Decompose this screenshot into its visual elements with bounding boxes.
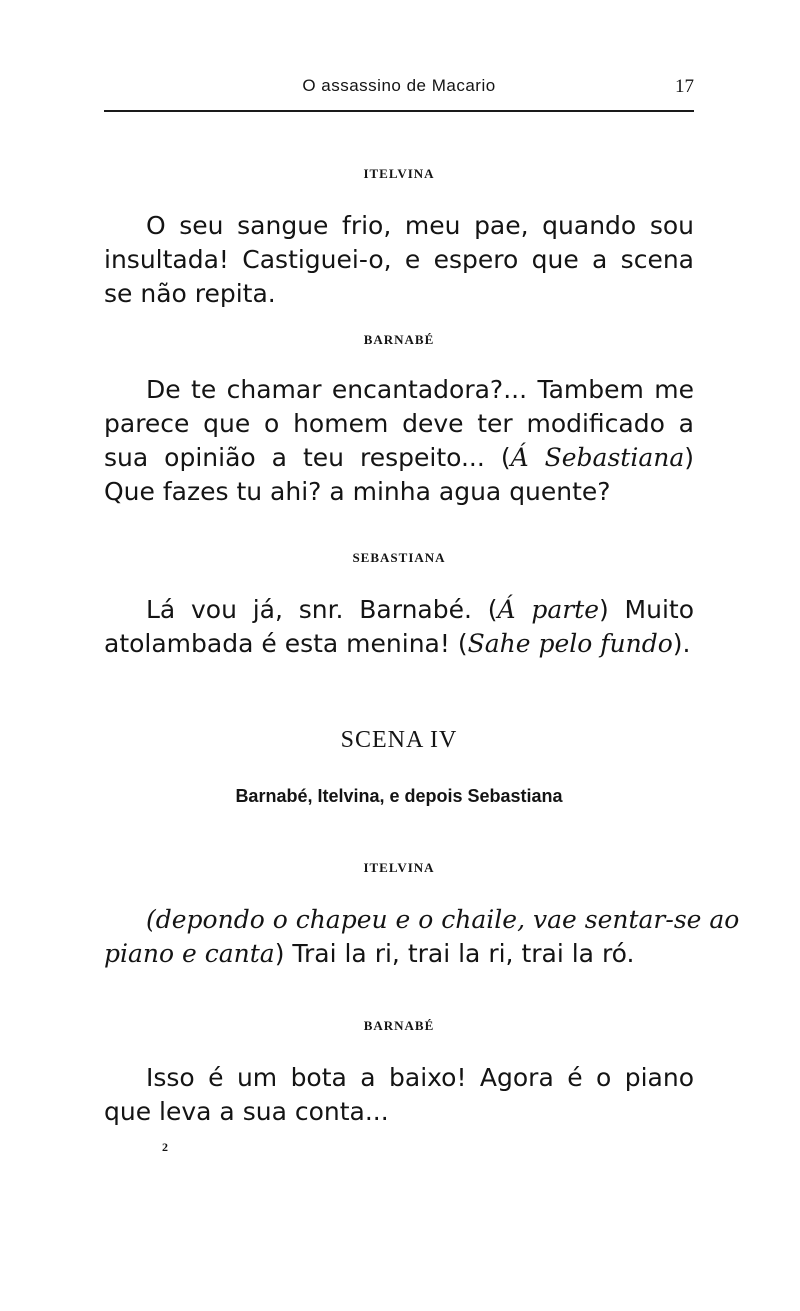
stage-direction: (depondo o chapeu e o chaile, vae sentar-se ao — [146, 905, 740, 934]
text-line: que leva a sua conta... — [104, 1097, 389, 1126]
text-span: ) Trai la ri, trai la ri, trai la ró. — [274, 939, 635, 968]
dialogue-sebastiana-1 — [104, 593, 694, 661]
text-span: ) Muito — [599, 595, 695, 624]
paren: ( — [457, 629, 468, 658]
text-line: Que fazes tu ahi? a minha agua quente? — [104, 477, 611, 506]
speaker-itelvina: ITELVINA — [363, 860, 435, 875]
speaker-barnabe: BARNABÉ — [363, 1018, 435, 1033]
page-header — [104, 76, 694, 104]
text-line — [104, 627, 694, 661]
speaker-sebastiana: SEBASTIANA — [352, 550, 446, 565]
text-line: O seu sangue frio, meu pae, quando sou — [146, 211, 694, 240]
text-line: De te chamar encantadora?... Tambem me — [146, 375, 694, 404]
text-line — [104, 937, 694, 971]
text-span: ). — [672, 629, 691, 658]
dialogue-itelvina-1 — [104, 209, 694, 311]
running-title: O assassino de Macario — [302, 76, 496, 95]
stage-direction: Á parte — [497, 595, 600, 624]
stage-direction: Á Sebastiana — [510, 443, 685, 472]
paren: ( — [487, 595, 498, 624]
signature-mark: 2 — [162, 1140, 168, 1154]
text-line — [104, 593, 694, 627]
page-number: 17 — [675, 76, 694, 97]
dialogue-barnabe-2 — [104, 1061, 694, 1129]
text-span: atolambada é esta menina! — [104, 629, 450, 658]
text-span: Lá vou já, snr. Barnabé. — [146, 595, 472, 624]
stage-direction: piano e canta — [104, 939, 275, 968]
text-line — [104, 441, 694, 475]
text-span: sua opinião a teu respeito... — [104, 443, 485, 472]
text-line: Isso é um bota a baixo! Agora é o piano — [146, 1063, 694, 1092]
scene-characters: Barnabé, Itelvina, e depois Sebastiana — [235, 786, 563, 806]
text-line: se não repita. — [104, 279, 276, 308]
speaker-itelvina: ITELVINA — [363, 166, 435, 181]
speaker-barnabe: BARNABÉ — [363, 332, 435, 347]
paren: ) — [684, 443, 694, 472]
header-rule — [104, 110, 694, 112]
stage-direction: Sahe pelo fundo — [467, 629, 673, 658]
scene-title: SCENA IV — [340, 727, 458, 753]
text-line: insultada! Castiguei-o, e espero que a scena — [104, 245, 694, 274]
text-line: parece que o homem deve ter modificado a — [104, 409, 694, 438]
paren: ( — [500, 443, 511, 472]
dialogue-itelvina-2 — [104, 903, 740, 971]
dialogue-barnabe-1 — [104, 373, 694, 509]
